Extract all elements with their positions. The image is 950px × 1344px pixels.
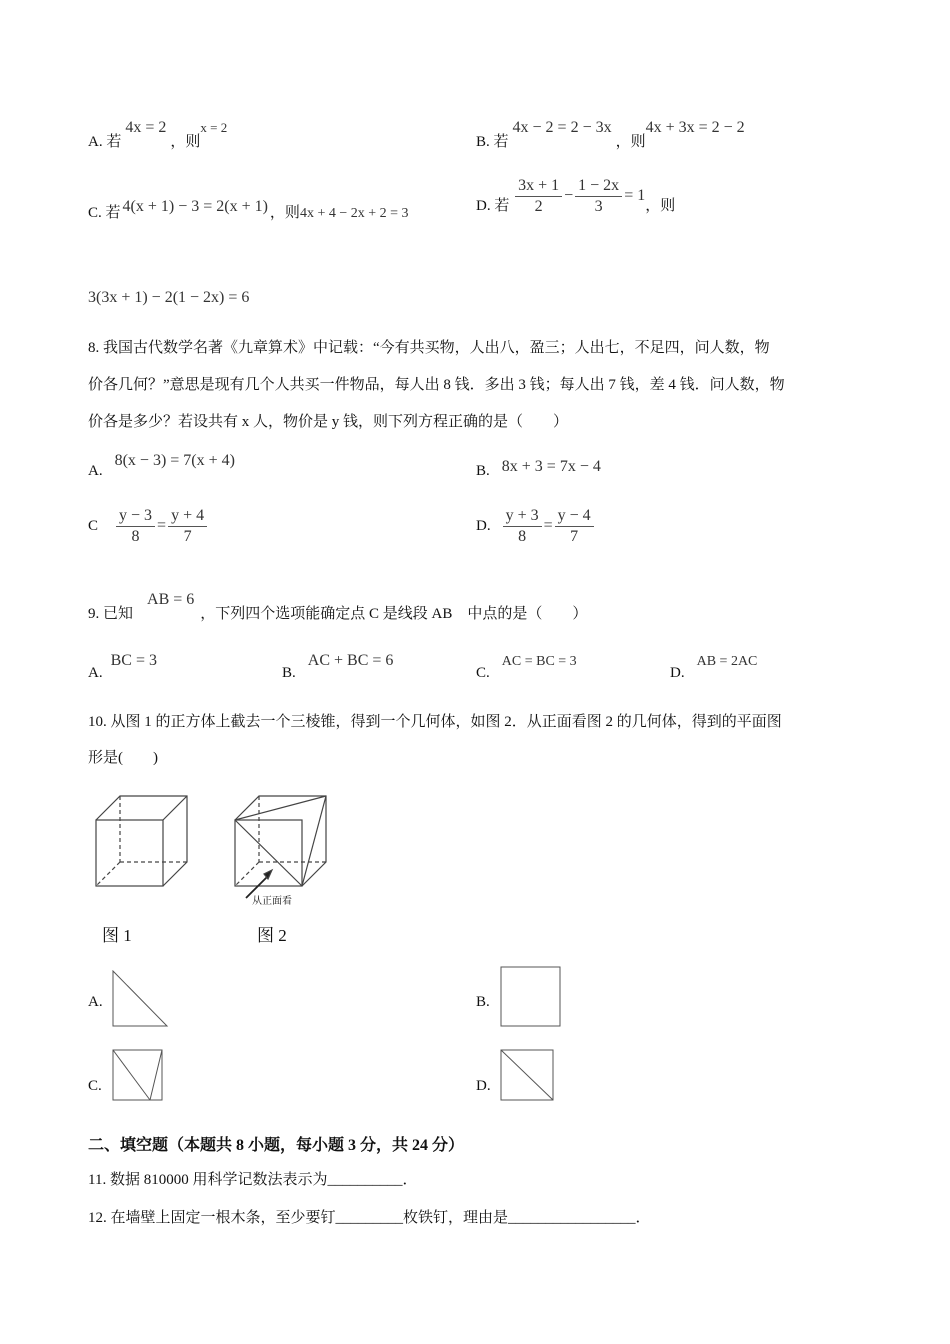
math: x = 2 <box>200 120 228 135</box>
option-label: A. <box>88 463 103 479</box>
q7-option-b <box>476 119 745 151</box>
math: = 1 <box>624 186 646 204</box>
math: AC = BC = 3 <box>501 654 577 669</box>
denominator: 2 <box>534 198 543 215</box>
figure-2-caption: 图 2 <box>257 926 287 945</box>
q10-option-b-square <box>500 966 562 1028</box>
q7-option-d <box>476 176 675 217</box>
option-label: B. <box>282 665 296 681</box>
option-label: C. 若 <box>88 205 121 221</box>
q10-option-c-figure <box>112 1049 164 1102</box>
q10-text-line: 形是( ) <box>88 750 158 766</box>
q9-option-a <box>88 652 157 682</box>
math: = <box>157 516 167 534</box>
q8-option-a <box>88 452 235 480</box>
option-label: D. <box>476 517 491 534</box>
fraction <box>555 506 594 547</box>
text: ，下列四个选项能确定点 C 是线段 AB 中点的是（ ） <box>200 606 588 622</box>
math: 8(x − 3) = 7(x + 4) <box>114 452 235 469</box>
numerator: y + 4 <box>168 506 207 527</box>
fraction <box>515 176 562 217</box>
fraction <box>575 176 622 217</box>
figure-1-cube <box>90 790 200 890</box>
q8-option-d <box>476 506 596 547</box>
option-label: D. <box>670 665 685 681</box>
q10-option-d-label: D. <box>476 1078 491 1094</box>
arrow-label: 从正面看 <box>252 896 292 907</box>
fraction <box>503 506 542 547</box>
math: 4x = 2 <box>125 119 167 136</box>
fraction <box>168 506 207 547</box>
option-label: C <box>88 517 99 534</box>
q7-option-c <box>88 198 409 223</box>
numerator: y + 3 <box>503 506 542 527</box>
denominator: 3 <box>594 198 603 215</box>
q9-option-c <box>476 654 577 683</box>
text: ，则 <box>170 134 201 150</box>
math: 4x + 3x = 2 − 2 <box>645 119 745 136</box>
option-label: A. <box>88 665 103 681</box>
section-heading: 二、填空题（本题共 8 小题，每小题 3 分，共 24 分） <box>88 1137 465 1154</box>
denominator: 7 <box>183 528 192 545</box>
math: BC = 3 <box>110 652 157 669</box>
q9-question <box>88 591 588 623</box>
math: = <box>543 516 553 534</box>
q9-option-b <box>282 652 394 682</box>
math: 4x − 2 = 2 − 3x <box>512 119 612 136</box>
denominator: 7 <box>570 528 579 545</box>
q12-question: 12. 在墙壁上固定一根木条，至少要钉_________枚铁钉，理由是_________________． <box>88 1210 651 1226</box>
q10-option-a-label: A. <box>88 994 103 1010</box>
math: AC + BC = 6 <box>307 652 394 669</box>
option-label: B. 若 <box>476 134 509 150</box>
denominator: 8 <box>131 528 140 545</box>
figure-1-caption: 图 1 <box>102 926 132 945</box>
q8-text-line: 价各几何？”意思是现有几个人共买一件物品，每人出 8 钱．多出 3 钱；每人出 7 钱，差 4 钱．问人数，物 <box>88 377 785 393</box>
q10-option-a-triangle <box>112 970 170 1028</box>
q10-option-d-figure <box>500 1049 555 1102</box>
q9-option-d <box>670 654 758 683</box>
math: AB = 2AC <box>696 654 758 669</box>
option-label: A. 若 <box>88 134 122 150</box>
q8-option-b <box>476 458 601 480</box>
text: ，则 <box>645 197 676 214</box>
q10-option-c-label: C. <box>88 1078 102 1094</box>
option-label: D. 若 <box>476 197 510 214</box>
math: AB = 6 <box>147 591 195 608</box>
option-label: C. <box>476 665 490 681</box>
fraction <box>116 506 155 547</box>
numerator: y − 3 <box>116 506 155 527</box>
figure-2-solid <box>230 790 340 910</box>
math: 4x + 4 − 2x + 2 = 3 <box>299 206 409 221</box>
text: ，则 <box>269 205 300 221</box>
text: 9. 已知 <box>88 606 134 622</box>
numerator: y − 4 <box>555 506 594 527</box>
q7-option-a <box>88 119 228 151</box>
math: 4(x + 1) − 3 = 2(x + 1) <box>122 198 268 215</box>
math: − <box>564 186 574 204</box>
option-label: B. <box>476 463 490 479</box>
q10-option-b-label: B. <box>476 994 490 1010</box>
denominator: 8 <box>518 528 527 545</box>
q8-option-c <box>88 506 209 547</box>
text: ，则 <box>615 134 646 150</box>
numerator: 3x + 1 <box>515 176 562 197</box>
q8-text-line: 8. 我国古代数学名著《九章算术》中记载：“今有共买物，人出八，盈三；人出七，不足四，问人数，物 <box>88 340 770 356</box>
q8-text-line: 价各是多少？若设共有 x 人，物价是 y 钱，则下列方程正确的是（ ） <box>88 414 569 430</box>
q7-option-d-result: 3(3x + 1) − 2(1 − 2x) = 6 <box>88 289 250 306</box>
numerator: 1 − 2x <box>575 176 622 197</box>
q10-text-line: 10. 从图 1 的正方体上截去一个三棱锥，得到一个几何体，如图 2．从正面看图 2 的几何体，得到的平面图 <box>88 714 782 730</box>
math: 8x + 3 = 7x − 4 <box>501 458 601 475</box>
q11-question: 11. 数据 810000 用科学记数法表示为__________． <box>88 1172 418 1188</box>
